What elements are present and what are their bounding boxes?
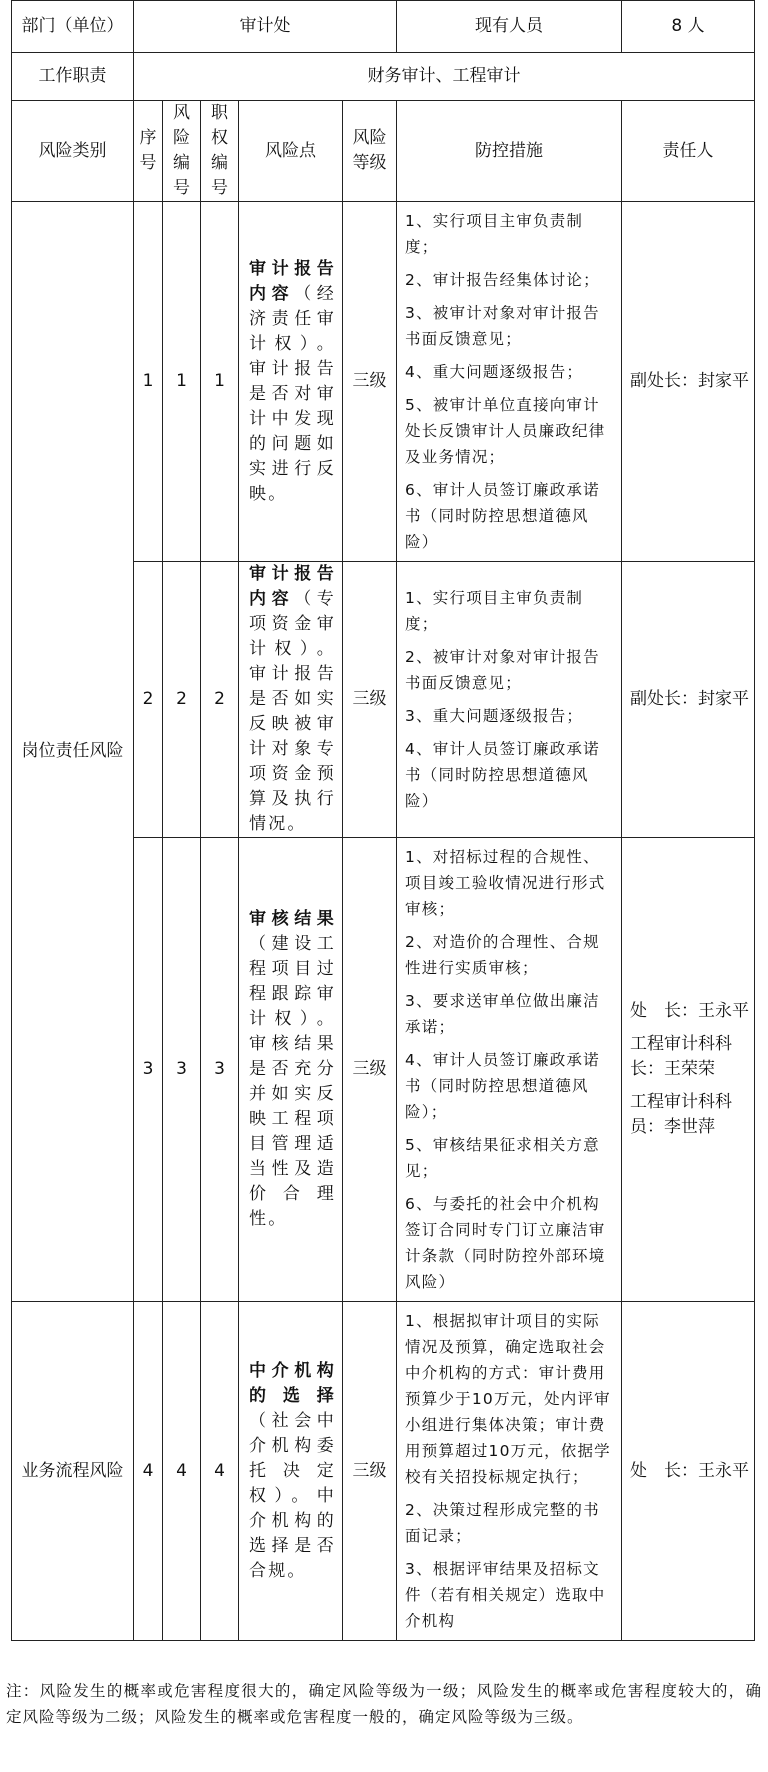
seq-cell: 1 [134,202,163,562]
col-level [343,101,397,202]
dept-label: 部门（单位） [12,1,134,53]
risk-level-cell: 三级 [343,1302,397,1641]
measure-item: 3、根据评审结果及招标文件（若有相关规定）选取中介机构 [405,1560,606,1630]
responsible-person: 副处长：封家平 [630,689,750,709]
measure-item: 3、重大问题逐级报告； [405,707,584,725]
measure-item: 4、审计人员签订廉政承诺书（同时防控思想道德风险）； [405,1051,600,1121]
power-no-cell: 1 [201,202,239,562]
col-responsible: 责任人 [622,101,755,202]
risk-level-cell: 三级 [343,202,397,562]
col-power-no-char: 权 [211,128,228,148]
col-seq [134,101,163,202]
col-risk-no-char: 编 [173,153,190,173]
dept-row [12,1,755,53]
measure-item: 5、审核结果征求相关方意见； [405,1136,600,1180]
responsible-person: 处 长：王永平 [630,1460,750,1481]
risk-point-title: 审计报告内容 [249,258,336,304]
col-risk-no-char: 号 [173,178,190,198]
col-risk-no [163,101,201,202]
col-level-line: 风险 [352,128,387,148]
measure-item: 1、实行项目主审负责制度； [405,212,584,256]
col-power-no-char: 职 [211,103,228,123]
responsible-person: 处 长：王永平 [630,1001,750,1021]
risk-point-cell [239,562,343,838]
dept-value: 审计处 [134,1,397,53]
col-risk-no-char: 险 [173,128,190,148]
risk-point-text: （经济责任审计权）。审计报告是否对审计中发现的问题如实进行反映。 [249,283,336,504]
measures-cell [397,1302,622,1641]
risk-table [11,0,755,1641]
risk-point-text: （建设工程项目过程跟踪审计权）。审核结果是否充分并如实反映工程项目管理适当性及造价合理性。 [249,934,336,1229]
duty-row [12,53,755,101]
responsible-cell [622,562,755,838]
risk-level-cell: 三级 [343,838,397,1302]
risk-no-cell: 1 [163,202,201,562]
duty-value: 财务审计、工程审计 [134,53,755,101]
col-category: 风险类别 [12,101,134,202]
risk-point-title: 审计报告内容 [249,564,336,609]
measure-item: 2、审计报告经集体讨论； [405,271,600,289]
measure-item: 6、审计人员签订廉政承诺书（同时防控思想道德风险） [405,481,600,551]
power-no-cell: 2 [201,562,239,838]
category-cell: 岗位责任风险 [12,202,134,1302]
measures-cell [397,202,622,562]
seq-cell: 2 [134,562,163,838]
responsible-cell [622,1302,755,1641]
measure-item: 3、被审计对象对审计报告书面反馈意见； [405,304,600,348]
measure-item: 1、根据拟审计项目的实际情况及预算，确定选取社会中介机构的方式：审计费用预算少于10万元，处内评审小组进行集体决策；审计费用预算超过10万元，依据学校有关招投标规定执行； [405,1312,611,1486]
risk-level-cell: 三级 [343,562,397,838]
risk-point-cell [239,1302,343,1641]
col-power-no [201,101,239,202]
measure-item: 2、对造价的合理性、合规性进行实质审核； [405,933,600,977]
table-row [12,1302,755,1641]
measure-item: 6、与委托的社会中介机构签订合同时专门订立廉洁审计条款（同时防控外部环境风险） [405,1195,606,1291]
col-seq-char: 号 [139,153,157,173]
footnote: 注：风险发生的概率或危害程度很大的，确定风险等级为一级；风险发生的概率或危害程度较大的，确定风险等级为二级；风险发生的概率或危害程度一般的，确定风险等级为三级。 [6,1682,762,1726]
measure-item: 4、重大问题逐级报告； [405,363,584,381]
power-no-cell: 4 [201,1302,239,1641]
col-power-no-char: 编 [211,153,228,173]
measure-item: 4、审计人员签订廉政承诺书（同时防控思想道德风险） [405,740,600,810]
responsible-person: 工程审计科科员：李世萍 [630,1092,733,1137]
risk-point-cell [239,202,343,562]
seq-cell: 4 [134,1302,163,1641]
responsible-person: 工程审计科科长：王荣荣 [630,1034,733,1079]
measures-cell [397,562,622,838]
category-cell: 业务流程风险 [12,1302,134,1641]
responsible-person: 副处长：封家平 [630,371,750,391]
measure-item: 1、对招标过程的合规性、项目竣工验收情况进行形式审核； [405,848,606,918]
measure-item: 5、被审计单位直接向审计处长反馈审计人员廉政纪律及业务情况； [405,396,606,466]
risk-point-title: 审核结果 [249,909,336,929]
risk-no-cell: 2 [163,562,201,838]
measure-item: 3、要求送审单位做出廉洁承诺； [405,992,600,1036]
power-no-cell: 3 [201,838,239,1302]
seq-cell: 3 [134,838,163,1302]
risk-no-cell: 4 [163,1302,201,1641]
measures-cell [397,838,622,1302]
duty-label: 工作职责 [12,53,134,101]
col-level-line: 等级 [352,153,387,173]
col-risk-no-char: 风 [173,103,190,123]
risk-point-text: （专项资金审计权）。审计报告是否如实反映被审计对象专项资金预算及执行情况。 [249,589,336,834]
risk-point-title: 中介机构的选择 [249,1360,336,1406]
col-power-no-char: 号 [211,178,228,198]
table-row [12,202,755,562]
staff-label: 现有人员 [397,1,622,53]
measure-item: 2、决策过程形成完整的书面记录； [405,1501,600,1545]
responsible-cell [622,202,755,562]
staff-value: 8 人 [622,1,755,53]
risk-point-cell [239,838,343,1302]
col-point: 风险点 [239,101,343,202]
responsible-cell [622,838,755,1302]
measure-item: 2、被审计对象对审计报告书面反馈意见； [405,648,600,692]
col-measures: 防控措施 [397,101,622,202]
measure-item: 1、实行项目主审负责制度； [405,589,584,633]
risk-no-cell: 3 [163,838,201,1302]
col-seq-char: 序 [139,128,157,148]
column-header-row [12,101,755,202]
risk-point-text: （社会中介机构委托决定权）。中介机构的选择是否合规。 [249,1410,336,1581]
